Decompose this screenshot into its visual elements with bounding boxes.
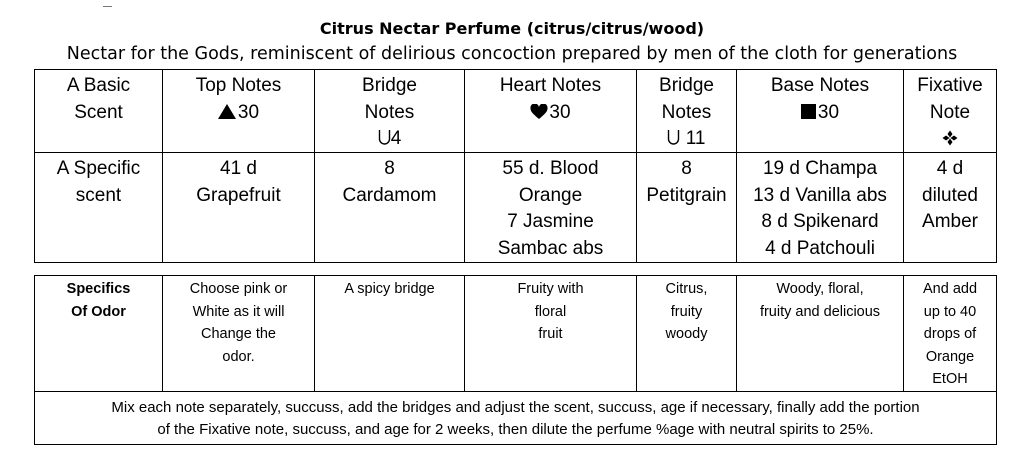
header-label: Note <box>929 101 971 123</box>
odor-table <box>34 275 997 445</box>
instructions-cell <box>35 391 997 444</box>
odor-line: fruity and delicious <box>759 303 881 320</box>
base-notes-count: 30 <box>817 101 840 123</box>
odor-line: Citrus, <box>665 281 708 297</box>
odor-line: White as it will <box>192 303 285 320</box>
specific-line: Amber <box>922 211 978 232</box>
odor-line: Woody, floral, <box>776 281 864 297</box>
odor-cell-base <box>737 276 904 392</box>
header-label: Notes <box>364 101 415 123</box>
notes-table <box>34 69 997 263</box>
specific-line: 4 d Patchouli <box>765 237 875 259</box>
header-cell-fixative-note <box>904 70 997 153</box>
odor-line: A spicy bridge <box>344 281 435 297</box>
specific-line: A Specific <box>56 158 141 179</box>
specific-cell-label <box>35 153 163 263</box>
bridge-notes-1-count: 4 <box>390 128 402 149</box>
top-notes-count: 30 <box>237 101 260 123</box>
header-label: Scent <box>74 101 123 123</box>
document-subtitle: Nectar for the Gods, reminiscent of delirious concoction prepared by men of the cloth for generations <box>66 44 958 64</box>
header-cell-top-notes <box>163 70 315 153</box>
triangle-icon <box>218 104 236 119</box>
odor-cell-heart <box>465 276 637 392</box>
specific-cell-bridge-1 <box>315 153 465 263</box>
odor-line: fruity <box>670 303 703 320</box>
heart-notes-count: 30 <box>549 101 571 123</box>
header-cell-basic-scent <box>35 70 163 153</box>
odor-line: Change the <box>201 326 276 342</box>
bridge-notes-2-count: 11 <box>685 128 706 149</box>
specific-line: 8 <box>384 158 395 179</box>
odor-line: odor. <box>222 348 255 365</box>
heart-icon <box>530 104 548 120</box>
specific-line: Orange <box>518 184 583 206</box>
header-cell-base-notes <box>737 70 904 153</box>
odor-cell-bridge-2 <box>637 276 737 392</box>
specific-line: 19 d Champa <box>762 158 878 179</box>
header-label: Top Notes <box>195 75 282 96</box>
specific-cell-bridge-2 <box>637 153 737 263</box>
specific-line: Cardamom <box>342 184 437 206</box>
odor-cell-bridge-1 <box>315 276 465 392</box>
header-label: Base Notes <box>770 75 870 96</box>
header-label: Bridge <box>362 75 417 96</box>
union-icon <box>378 129 391 146</box>
odor-line: Fruity with <box>517 281 584 297</box>
odor-line: EtOH <box>932 371 968 387</box>
specific-line: 7 Jasmine <box>507 211 594 232</box>
instructions-line: Mix each note separately, succuss, add the bridges and adjust the scent, succuss, age if necessary, finally add the portion <box>111 398 920 416</box>
odor-line: fruit <box>538 326 563 342</box>
notes-specific-row <box>35 153 997 263</box>
odor-line: floral <box>534 303 567 320</box>
odor-cell-fixative <box>904 276 997 392</box>
specific-line: Sambac abs <box>497 237 604 259</box>
specific-line: 8 d Spikenard <box>761 211 879 232</box>
odor-row <box>35 276 997 392</box>
document-title: Citrus Nectar Perfume (citrus/citrus/wood) <box>319 19 705 38</box>
specific-line: diluted <box>922 184 978 206</box>
odor-line: Of Odor <box>71 303 126 320</box>
specific-cell-base <box>737 153 904 263</box>
specific-cell-heart <box>465 153 637 263</box>
specific-cell-top <box>163 153 315 263</box>
header-label: Notes <box>661 101 712 123</box>
odor-line: woody <box>665 326 708 342</box>
odor-line: And add <box>922 281 978 297</box>
header-label: Bridge <box>659 75 714 96</box>
specific-line: 13 d Vanilla abs <box>753 184 887 206</box>
notes-header-row <box>35 70 997 153</box>
instructions-line: of the Fixative note, succuss, and age for 2 weeks, then dilute the perfume %age with neutral spirits to 25%. <box>157 421 874 438</box>
header-cell-heart-notes <box>465 70 637 153</box>
header-label: Fixative <box>917 75 983 96</box>
header-label: Heart Notes <box>499 75 602 96</box>
specific-line: scent <box>75 184 122 206</box>
corner-mark <box>103 6 112 7</box>
odor-line: up to 40 <box>923 303 977 320</box>
specific-line: 4 d <box>936 158 964 179</box>
specific-line: Petitgrain <box>646 184 727 206</box>
header-cell-bridge-notes-2 <box>637 70 737 153</box>
odor-line: Choose pink or <box>189 281 288 297</box>
odor-cell-label <box>35 276 163 392</box>
odor-line: Orange <box>925 348 975 365</box>
odor-cell-top <box>163 276 315 392</box>
specific-cell-fixative <box>904 153 997 263</box>
specific-line: Grapefruit <box>196 184 281 206</box>
specific-line: 55 d. Blood <box>502 158 599 179</box>
odor-line: Specifics <box>66 281 131 297</box>
header-label: A Basic <box>66 75 131 96</box>
instructions-row <box>35 391 997 444</box>
odor-line: drops of <box>923 326 977 342</box>
square-icon <box>801 104 816 119</box>
specific-line: 41 d <box>220 158 257 179</box>
union-icon <box>667 129 680 146</box>
four-diamond-icon <box>942 130 958 146</box>
specific-line: 8 <box>681 158 692 179</box>
header-cell-bridge-notes-1 <box>315 70 465 153</box>
